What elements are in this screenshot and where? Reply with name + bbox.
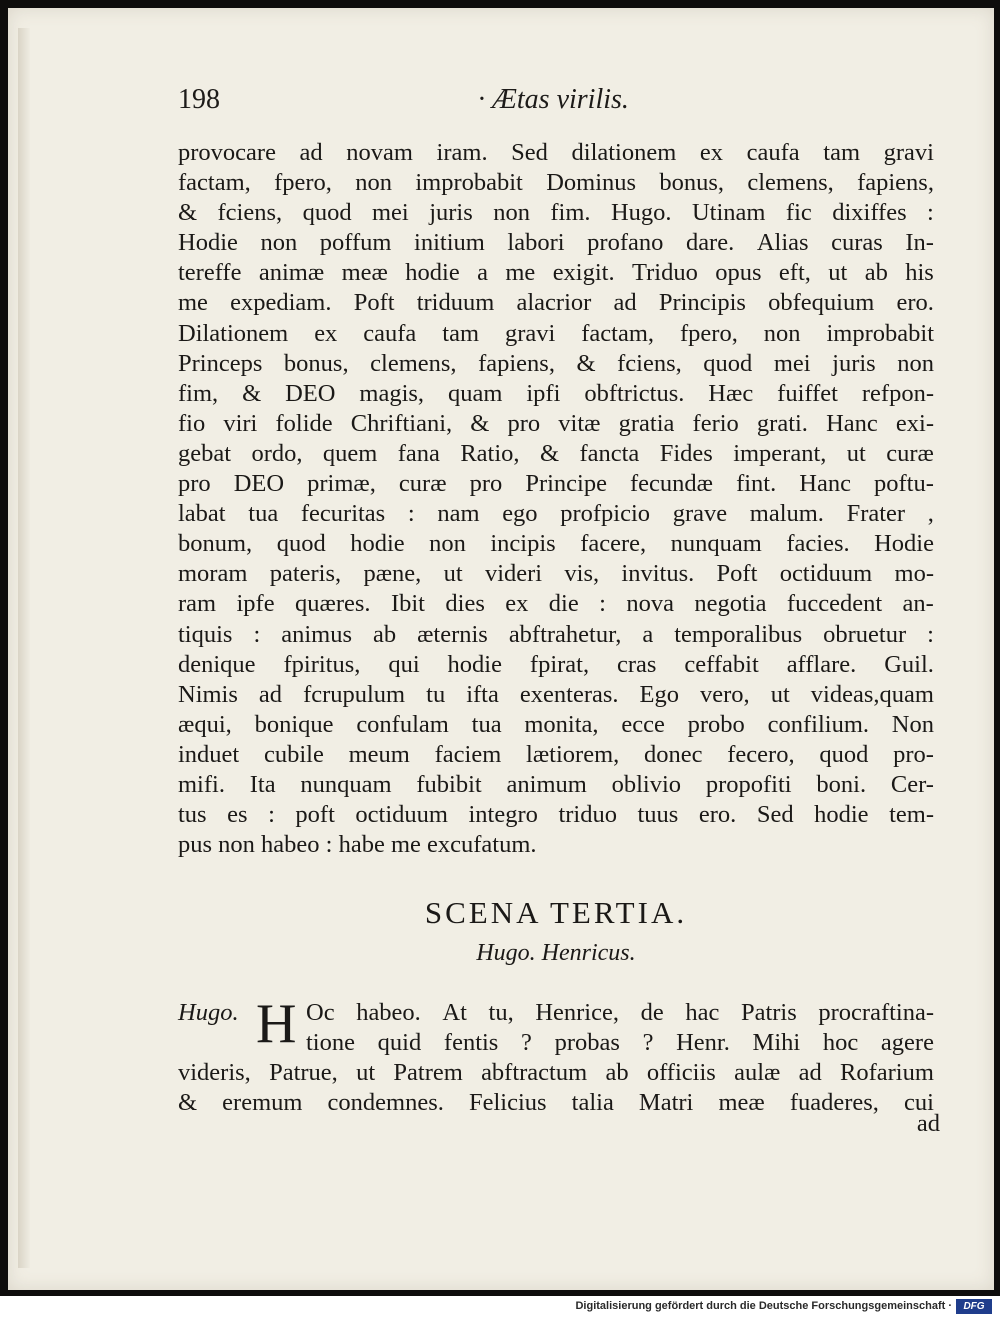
page-binding-edge: [18, 28, 30, 1268]
body-line: Dilationem ex caufa tam gravi factam, fpero, non improbabit: [178, 319, 934, 347]
dialogue-line-4: & eremum condemnes. Felicius talia Matri meæ fuaderes, cui: [178, 1089, 934, 1116]
body-line: me expediam. Poft triduum alacrior ad Principis obfequium ero.: [178, 289, 934, 317]
drop-cap: H: [256, 993, 297, 1055]
body-line: fim, & DEO magis, quam ipfi obftrictus. Hæc fuiffet refpon-: [178, 379, 934, 407]
body-line: pro DEO primæ, curæ pro Principe fecundæ fint. Hanc poftu-: [178, 470, 934, 498]
body-line: denique fpiritus, qui hodie fpirat, cras ceffabit afflare. Guil.: [178, 650, 934, 678]
body-line: Princeps bonus, clemens, fapiens, & fciens, quod mei juris non: [178, 349, 934, 377]
body-line: Nimis ad fcrupulum tu ifta exenteras. Ego vero, ut videas,quam: [178, 680, 934, 708]
footer-credit: Digitalisierung gefördert durch die Deutsche Forschungsgemeinschaft ·: [575, 1300, 952, 1312]
speaker-label: Hugo.: [178, 999, 239, 1026]
footer: [0, 1296, 1000, 1319]
body-line: ram ipfe quæres. Ibit dies ex die : nova negotia fuccedent an-: [178, 590, 934, 618]
catchword: ad: [916, 1110, 940, 1137]
body-line: Hodie non poffum initium labori profano dare. Alias curas In-: [178, 229, 934, 257]
page-header: [178, 84, 938, 124]
body-line: tereffe animæ meæ hodie a me exigit. Triduo opus eft, ut ab his: [178, 259, 934, 287]
dfg-logo: DFG: [956, 1299, 992, 1314]
body-line: & fciens, quod mei juris non fim. Hugo. Utinam fic dixiffes :: [178, 199, 934, 227]
running-title: · Ætas virilis.: [478, 84, 629, 115]
body-line: mifi. Ita nunquam fubibit animum oblivio propofiti boni. Cer-: [178, 770, 934, 798]
body-line: provocare ad novam iram. Sed dilationem ex caufa tam gravi: [178, 139, 934, 166]
body-line: tus es : poft octiduum integro triduo tuus ero. Sed hodie tem-: [178, 801, 934, 829]
body-line: tiquis : animus ab æternis abftrahetur, a temporalibus obruetur :: [178, 620, 934, 648]
body-line: factam, fpero, non improbabit Dominus bonus, clemens, fapiens,: [178, 169, 934, 197]
body-line: fio viri folide Chriftiani, & pro vitæ gratia ferio grati. Hanc exi-: [178, 409, 934, 437]
dialogue-line-3: videris, Patrue, ut Patrem abftractum ab officiis aulæ ad Rofarium: [178, 1059, 934, 1086]
scene-title: SCENA TERTIA.: [424, 895, 688, 930]
body-line: labat tua fecuritas : nam ego profpicio grave malum. Frater ,: [178, 500, 934, 528]
scene-characters: Hugo. Henricus.: [476, 940, 636, 966]
body-line: gebat ordo, quem fana Ratio, & fancta Fides imperant, ut curæ: [178, 439, 934, 467]
body-line: bonum, quod hodie non incipis facere, nunquam facies. Hodie: [178, 530, 934, 558]
body-text: [178, 138, 934, 860]
dialogue-line-2: tione quid fentis ? probas ? Henr. Mihi hoc agere: [306, 1029, 934, 1056]
body-line: pus non habeo : habe me excufatum.: [178, 831, 537, 859]
body-line: æqui, bonique confulam tua monita, ecce probo confilium. Non: [178, 710, 934, 738]
body-line: moram pateris, pæne, ut videri vis, invitus. Poft octiduum mo-: [178, 560, 934, 588]
body-line: induet cubile meum faciem lætiorem, donec fecero, quod pro-: [178, 740, 934, 768]
dialogue-line-1: Oc habeo. At tu, Henrice, de hac Patris procraftina-: [306, 999, 934, 1026]
page-number: 198: [178, 84, 220, 115]
